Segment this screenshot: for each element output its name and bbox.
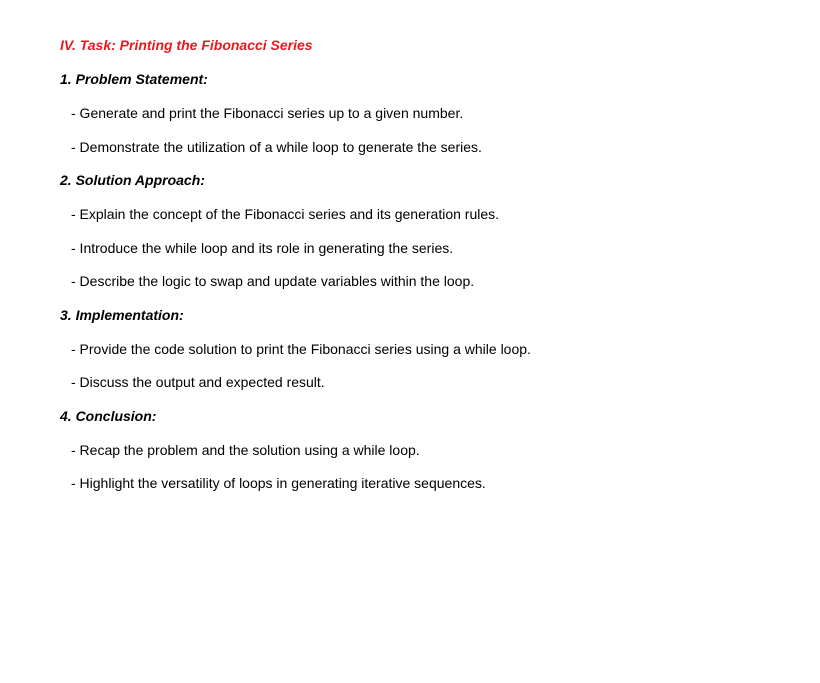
section-heading-implementation: 3. Implementation: [60,307,184,323]
list-item: - Introduce the while loop and its role in generating the series. [71,240,454,256]
section-heading-conclusion: 4. Conclusion: [60,408,157,424]
document-title: IV. Task: Printing the Fibonacci Series [60,37,313,53]
section-heading-solution-approach: 2. Solution Approach: [60,172,205,188]
list-item: - Describe the logic to swap and update variables within the loop. [71,273,475,289]
list-item: - Explain the concept of the Fibonacci series and its generation rules. [71,206,500,222]
list-item: - Demonstrate the utilization of a while loop to generate the series. [71,139,482,155]
list-item: - Recap the problem and the solution using a while loop. [71,442,420,458]
list-item: - Discuss the output and expected result. [71,374,325,390]
list-item: - Generate and print the Fibonacci series up to a given number. [71,105,464,121]
section-heading-problem-statement: 1. Problem Statement: [60,71,208,87]
list-item: - Highlight the versatility of loops in generating iterative sequences. [71,475,486,491]
list-item: - Provide the code solution to print the Fibonacci series using a while loop. [71,341,531,357]
